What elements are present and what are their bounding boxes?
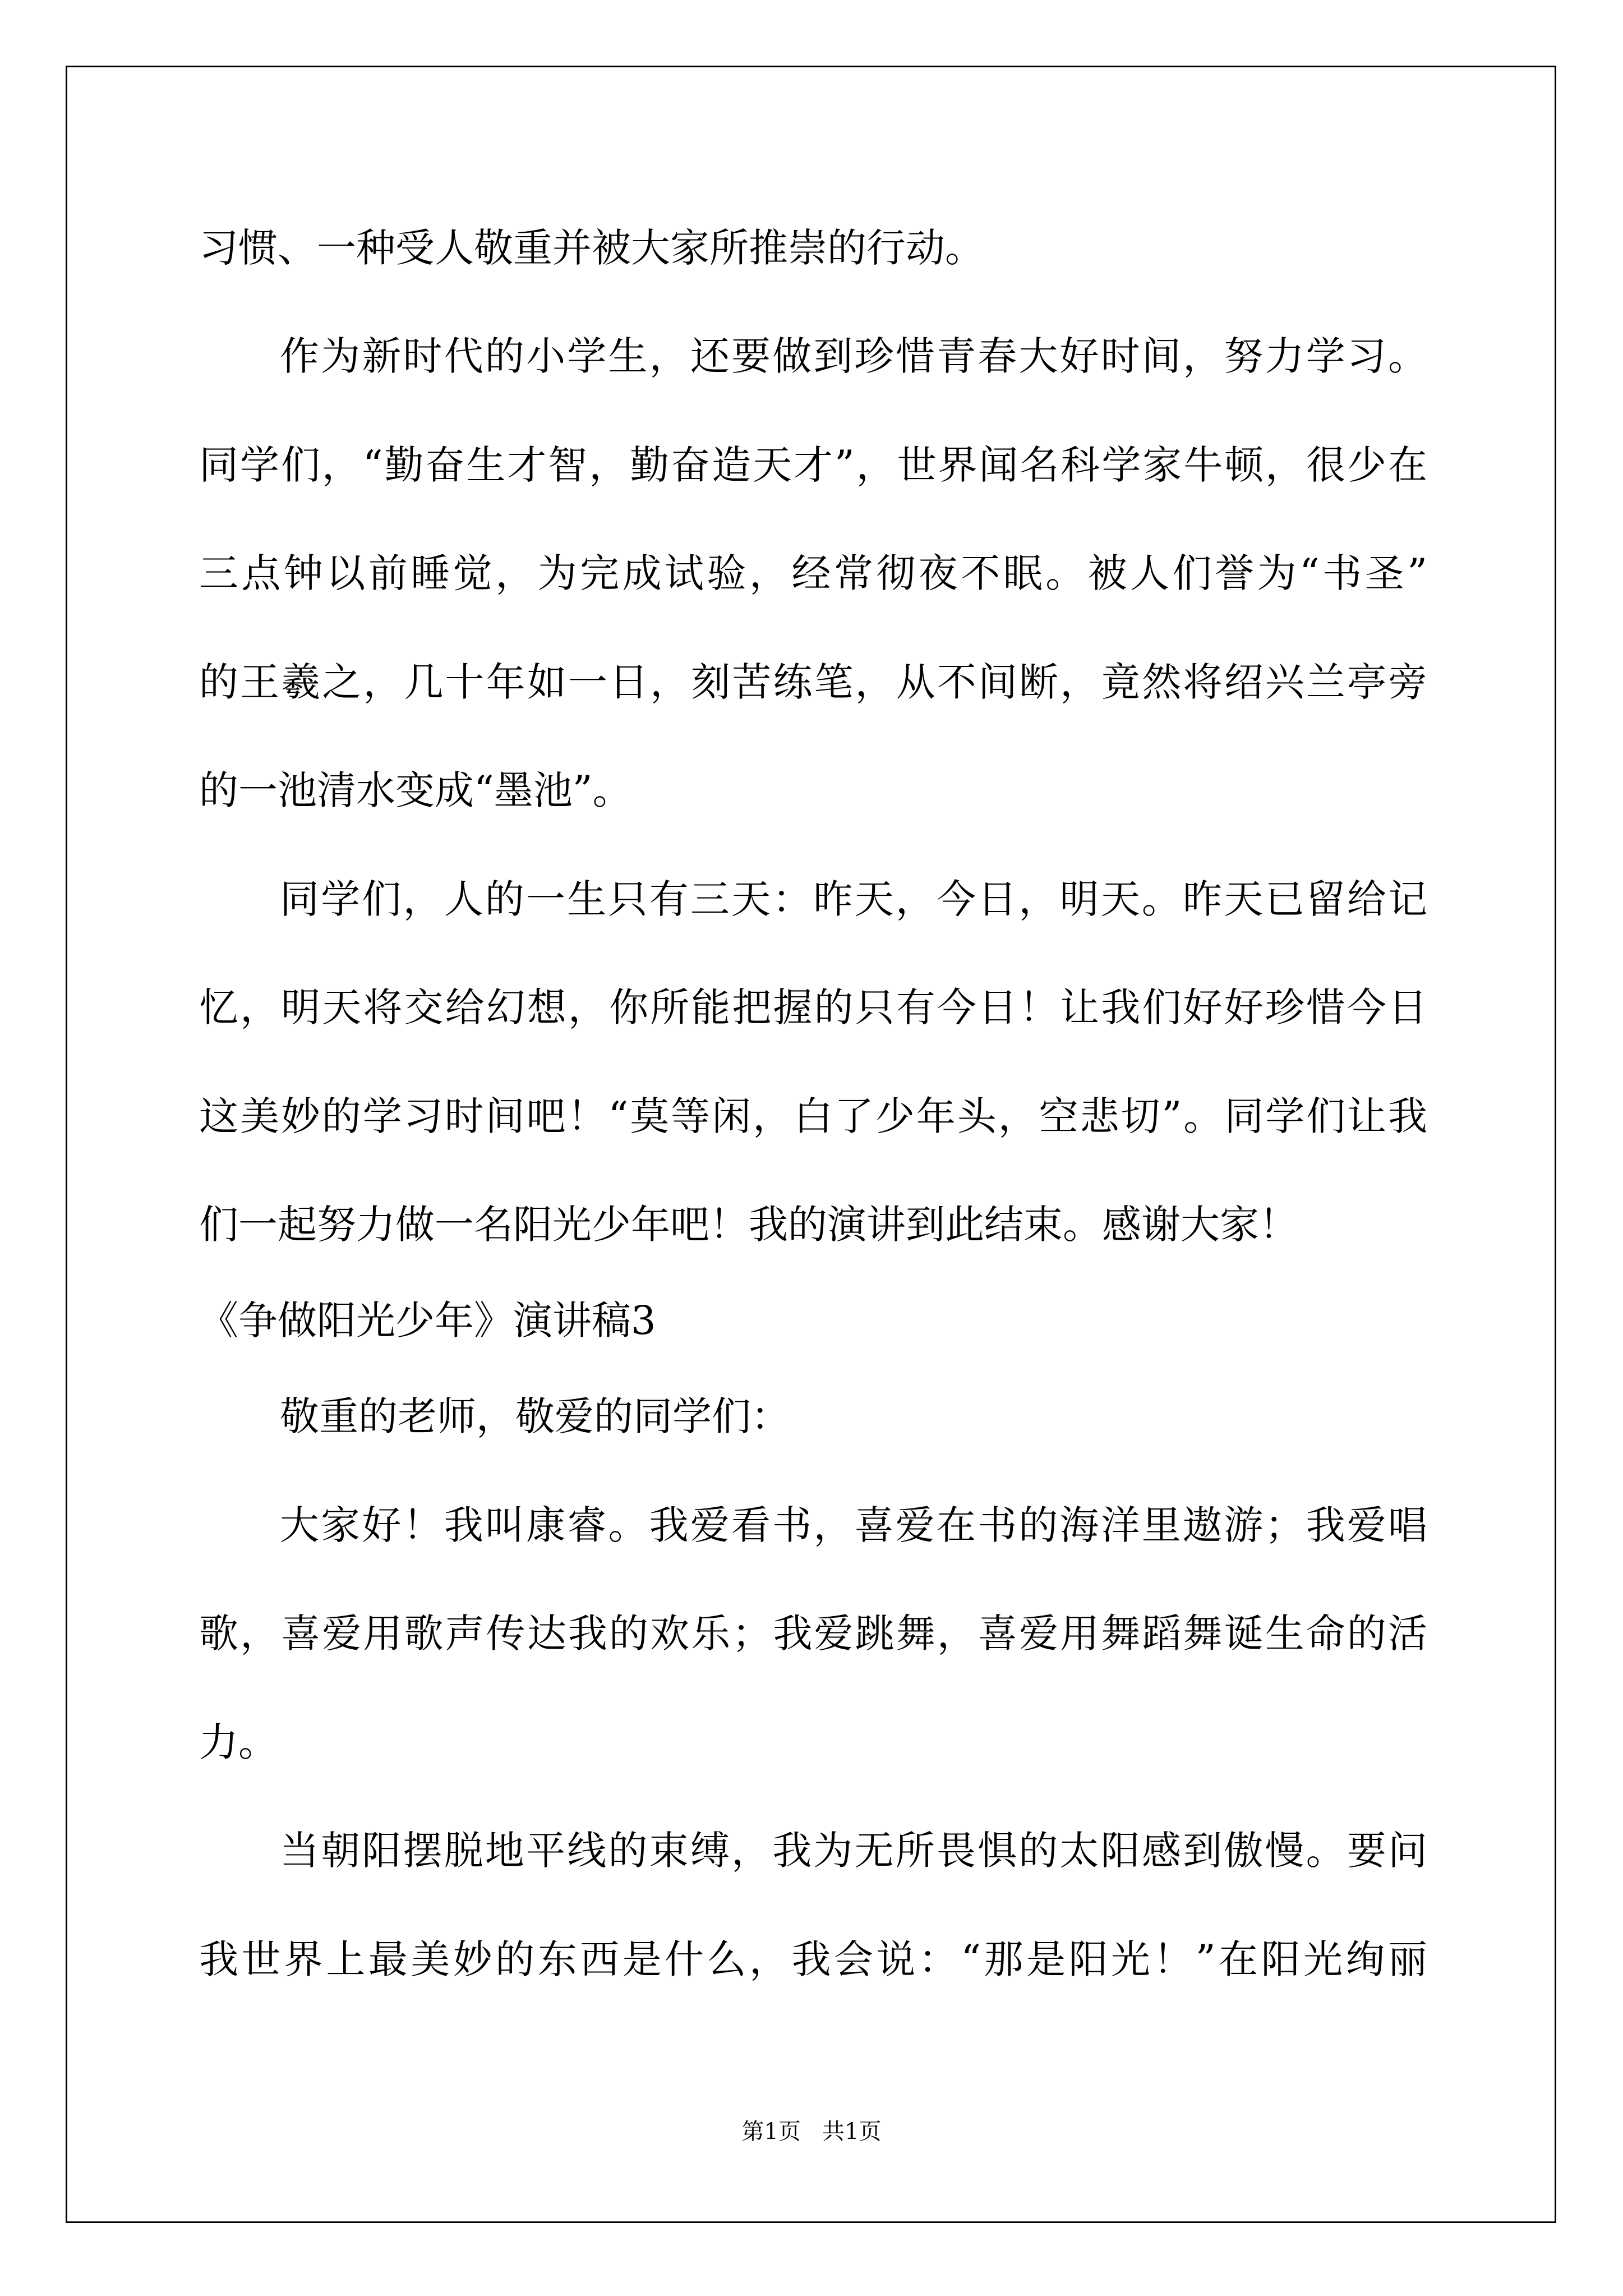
page-footer: 第1页 共1页	[741, 2119, 882, 2145]
text-line: 歌，喜爱用歌声传达我的欢乐；我爱跳舞，喜爱用舞蹈舞诞生命的活	[199, 1611, 1427, 1657]
paragraph-first-line: 作为新时代的小学生，还要做到珍惜青春大好时间，努力学习。	[280, 333, 1427, 379]
paragraph-first-line: 同学们，人的一生只有三天：昨天，今日，明天。昨天已留给记	[280, 876, 1427, 922]
text-line: 习惯、一种受人敬重并被大家所推崇的行动。	[199, 225, 984, 271]
page-border	[66, 66, 1556, 2223]
text-line: 力。	[199, 1719, 278, 1765]
text-line: 同学们，“勤奋生才智，勤奋造天才”，世界闻名科学家牛顿，很少在	[199, 442, 1427, 488]
text-line: 这美妙的学习时间吧！“莫等闲，白了少年头，空悲切”。同学们让我	[199, 1093, 1427, 1139]
text-line: 们一起努力做一名阳光少年吧！我的演讲到此结束。感谢大家！	[199, 1202, 1298, 1248]
text-line: 三点钟以前睡觉，为完成试验，经常彻夜不眠。被人们誉为“书圣”	[199, 550, 1427, 596]
section-heading: 《争做阳光少年》演讲稿3	[199, 1297, 656, 1343]
paragraph-first-line: 当朝阳摆脱地平线的束缚，我为无所畏惧的太阳感到傲慢。要问	[280, 1828, 1427, 1874]
text-line: 我世界上最美妙的东西是什么，我会说：“那是阳光！”在阳光绚丽	[199, 1936, 1427, 1982]
text-line: 忆，明天将交给幻想，你所能把握的只有今日！让我们好好珍惜今日	[199, 984, 1427, 1030]
paragraph-first-line: 大家好！我叫康睿。我爱看书，喜爱在书的海洋里遨游；我爱唱	[280, 1502, 1427, 1548]
salutation: 敬重的老师，敬爱的同学们：	[280, 1393, 790, 1439]
text-line: 的一池清水变成“墨池”。	[199, 767, 632, 813]
text-line: 的王羲之，几十年如一日，刻苦练笔，从不间断，竟然将绍兴兰亭旁	[199, 659, 1427, 705]
